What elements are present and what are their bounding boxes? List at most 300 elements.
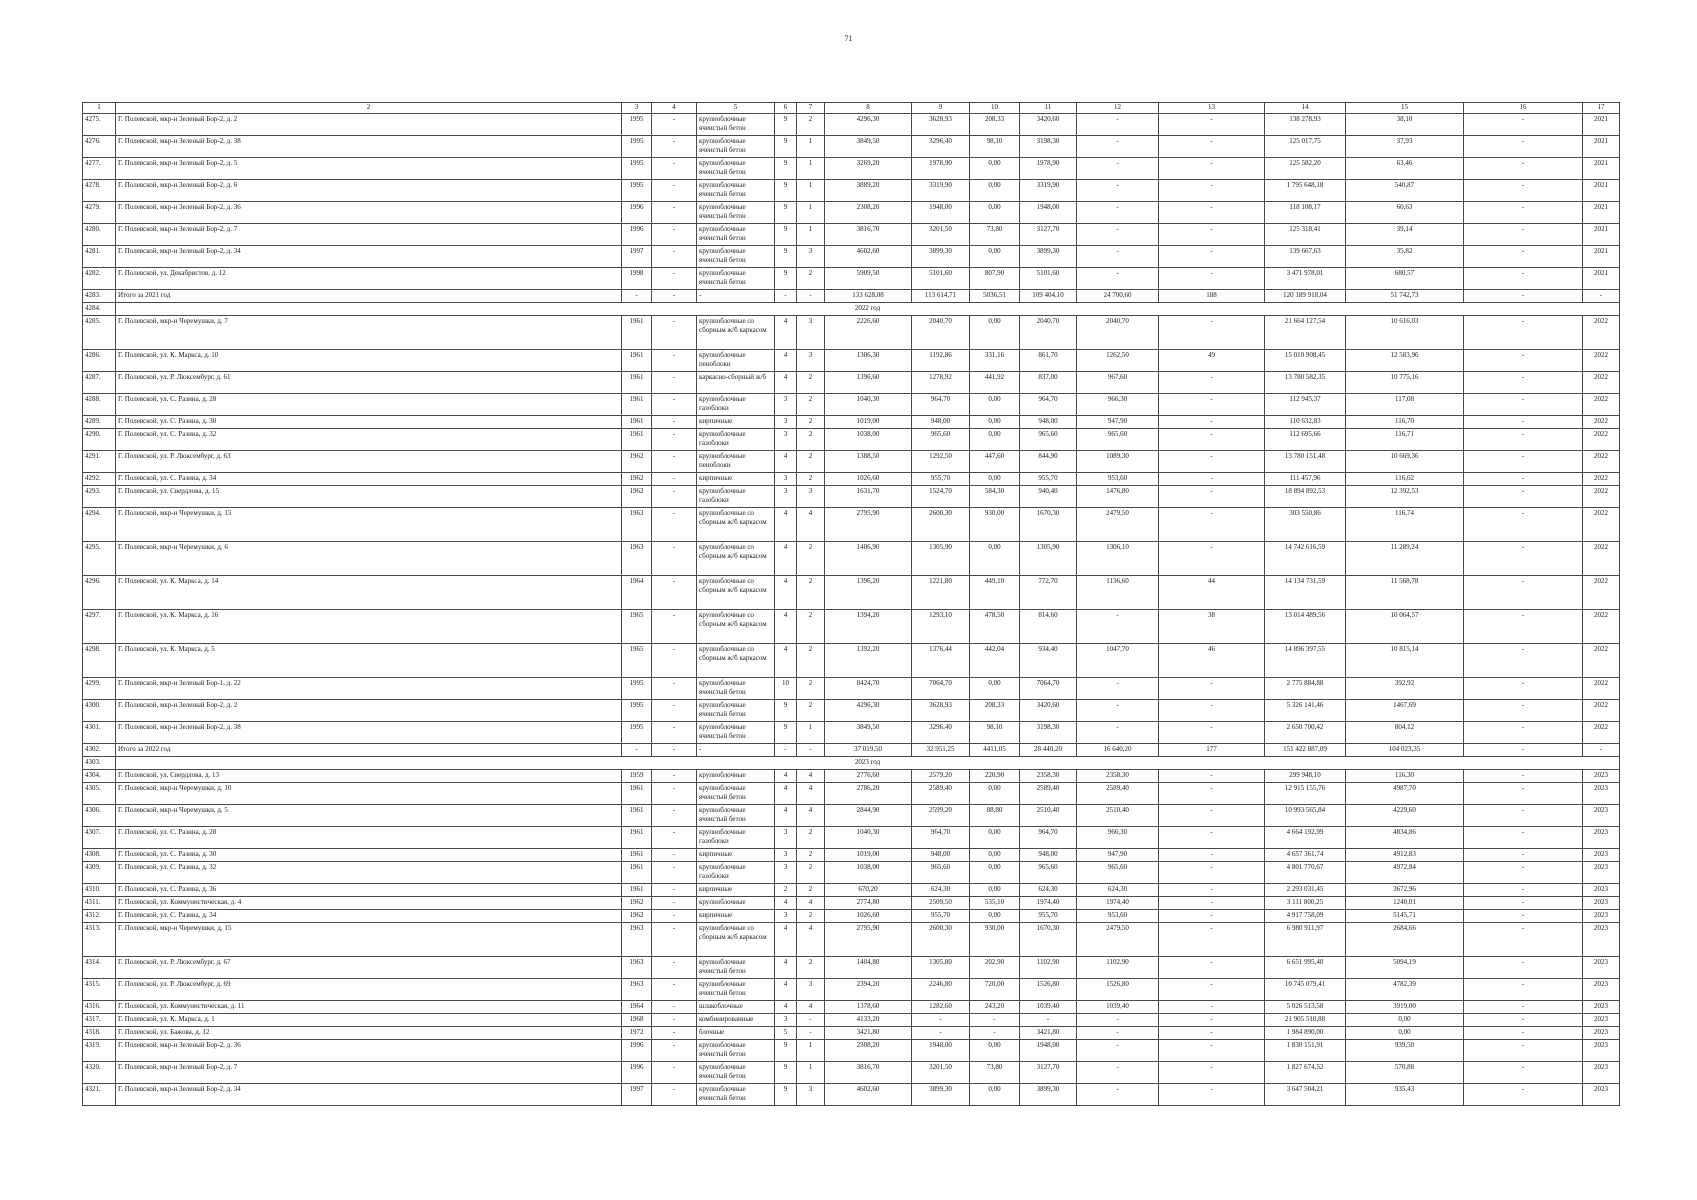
cell-year-reconstruction: - — [652, 486, 697, 508]
cell-total-cost: 139 667,63 — [1265, 246, 1346, 268]
cell-total-area: 3849,50 — [825, 136, 912, 158]
cell-entrances: 2 — [797, 416, 825, 429]
cell-address: Г. Полевской, ул. С. Разина, д. 34 — [116, 473, 622, 486]
cell-address: Г. Полевской, ул. Коммунистическая, д. 11 — [116, 1001, 622, 1014]
cell-residential-area: 948,00 — [912, 416, 970, 429]
cell-row-number: 4312. — [83, 910, 116, 923]
cell-non-residential-area: 0,00 — [970, 316, 1020, 350]
year-section-row — [83, 303, 1620, 316]
table-row — [83, 486, 1620, 508]
table-row — [83, 246, 1620, 268]
cell-residential-area: 1948,00 — [912, 1040, 970, 1062]
table-row — [83, 722, 1620, 744]
cell-floors: 4 — [775, 644, 797, 678]
table-row — [83, 897, 1620, 910]
cell-year-reconstruction: - — [652, 576, 697, 610]
cell-row-number: 4292. — [83, 473, 116, 486]
cell-cost-per-sqm: 10 775,16 — [1346, 372, 1464, 394]
cell-residents: - — [1159, 957, 1265, 979]
cell-other: - — [1464, 979, 1583, 1001]
cell-residential-area: 964,70 — [912, 827, 970, 849]
cell-total-cost: 14 896 397,55 — [1265, 644, 1346, 678]
table-row — [83, 827, 1620, 849]
cell-wall-material: комбинированные — [697, 1014, 775, 1027]
cell-cost-per-sqm: 939,50 — [1346, 1040, 1464, 1062]
cell-year-built: 1995 — [622, 136, 652, 158]
cell-row-number: 4279. — [83, 202, 116, 224]
cell-private-area: 109 404,10 — [1020, 290, 1077, 303]
cell-total-area: 1026,60 — [825, 473, 912, 486]
cell-total-area: 1040,30 — [825, 827, 912, 849]
cell-year-reconstruction: - — [652, 473, 697, 486]
cell-non-residential-area: 0,00 — [970, 678, 1020, 700]
cell-year-built: 1962 — [622, 486, 652, 508]
cell-plan-year: 2021 — [1583, 202, 1620, 224]
cell-address: Г. Полевской, ул. Р. Люксембург, д. 67 — [116, 957, 622, 979]
year-total-row — [83, 290, 1620, 303]
cell-wall-material: крупноблочные ячеистый бетон — [697, 180, 775, 202]
cell-address: Г. Полевской, ул. С. Разина, д. 32 — [116, 862, 622, 884]
cell-total-area: 4296,30 — [825, 700, 912, 722]
cell-year-built: 1963 — [622, 979, 652, 1001]
cell-non-residential-area: 0,00 — [970, 827, 1020, 849]
cell-other: - — [1464, 678, 1583, 700]
header-col-4: 4 — [652, 103, 697, 114]
cell-other: - — [1464, 542, 1583, 576]
cell-municipal-area: 1476,80 — [1077, 486, 1159, 508]
cell-private-area: 2589,40 — [1020, 783, 1077, 805]
table-row — [83, 783, 1620, 805]
cell-wall-material: крупноблочные — [697, 897, 775, 910]
cell-other: - — [1464, 290, 1583, 303]
cell-total-cost: 3 111 800,25 — [1265, 897, 1346, 910]
cell-municipal-area: 967,60 — [1077, 372, 1159, 394]
cell-residential-area: 2589,40 — [912, 783, 970, 805]
cell-row-number: 4288. — [83, 394, 116, 416]
cell-total-cost: 14 742 616,59 — [1265, 542, 1346, 576]
cell-municipal-area: 624,30 — [1077, 884, 1159, 897]
cell-cost-per-sqm: 4229,60 — [1346, 805, 1464, 827]
cell-other: - — [1464, 827, 1583, 849]
cell-non-residential-area: 0,00 — [970, 1084, 1020, 1106]
cell-entrances: 2 — [797, 576, 825, 610]
cell-private-area: 7064,70 — [1020, 678, 1077, 700]
cell-private-area: 1670,30 — [1020, 923, 1077, 957]
cell-year-built: 1972 — [622, 1027, 652, 1040]
cell-total-area: 1038,00 — [825, 429, 912, 451]
cell-total-area: 2795,90 — [825, 508, 912, 542]
cell-wall-material: крупноблочные ячеистый бетон — [697, 1040, 775, 1062]
cell-entrances: 4 — [797, 508, 825, 542]
cell-plan-year: 2023 — [1583, 862, 1620, 884]
cell-address: Г. Полевской, ул. К. Маркса, д. 5 — [116, 644, 622, 678]
table-row — [83, 429, 1620, 451]
cell-total-area: 1026,60 — [825, 910, 912, 923]
cell-residential-area: 3899,30 — [912, 1084, 970, 1106]
cell-other: - — [1464, 486, 1583, 508]
cell-plan-year: 2022 — [1583, 316, 1620, 350]
cell-total-area: 133 628,08 — [825, 290, 912, 303]
cell-total-cost: 3 471 978,01 — [1265, 268, 1346, 290]
cell-residents: - — [1159, 224, 1265, 246]
cell-total-cost: 5 326 141,46 — [1265, 700, 1346, 722]
cell-residential-area: 2246,80 — [912, 979, 970, 1001]
cell-year-built: 1962 — [622, 473, 652, 486]
cell-other: - — [1464, 576, 1583, 610]
cell-address: Г. Полевской, ул. С. Разина, д. 28 — [116, 827, 622, 849]
cell-cost-per-sqm: 804,12 — [1346, 722, 1464, 744]
cell-residential-area: 624,30 — [912, 884, 970, 897]
cell-address: Г. Полевской, мкр-н Черемушки, д. 10 — [116, 783, 622, 805]
cell-year-built: 1961 — [622, 350, 652, 372]
cell-entrances: 2 — [797, 451, 825, 473]
cell-address: Г. Полевской, мкр-н Зеленый Бор-2, д. 34 — [116, 246, 622, 268]
table-row — [83, 180, 1620, 202]
cell-residential-area: 1305,90 — [912, 542, 970, 576]
cell-residential-area: 3628,93 — [912, 700, 970, 722]
cell-wall-material: крупноблочные — [697, 770, 775, 783]
cell-plan-year: 2023 — [1583, 1001, 1620, 1014]
cell-municipal-area: 1526,80 — [1077, 979, 1159, 1001]
cell-plan-year: 2022 — [1583, 610, 1620, 644]
cell-floors: 9 — [775, 1062, 797, 1084]
cell-private-area: 861,70 — [1020, 350, 1077, 372]
cell-cost-per-sqm: 3919,00 — [1346, 1001, 1464, 1014]
cell-other: - — [1464, 394, 1583, 416]
header-col-7: 7 — [797, 103, 825, 114]
cell-row-number: 4314. — [83, 957, 116, 979]
cell-entrances: 4 — [797, 770, 825, 783]
cell-year-built: 1963 — [622, 957, 652, 979]
cell-year-built: 1961 — [622, 316, 652, 350]
cell-row-number: 4293. — [83, 486, 116, 508]
cell-total-cost: 13 780 151,48 — [1265, 451, 1346, 473]
cell-address: Г. Полевской, ул. С. Разина, д. 34 — [116, 910, 622, 923]
cell-municipal-area: - — [1077, 224, 1159, 246]
cell-floors: 4 — [775, 316, 797, 350]
cell-private-area: 1526,80 — [1020, 979, 1077, 1001]
cell-other: - — [1464, 246, 1583, 268]
cell-non-residential-area: 98,10 — [970, 722, 1020, 744]
cell-address: Г. Полевской, ул. К. Маркса, д. 14 — [116, 576, 622, 610]
cell-total-area: 2776,60 — [825, 770, 912, 783]
cell-year-reconstruction: - — [652, 372, 697, 394]
cell-residential-area: 1278,92 — [912, 372, 970, 394]
cell-address: Г. Полевской, мкр-н Зеленый Бор-2, д. 7 — [116, 1062, 622, 1084]
cell-floors: 9 — [775, 1084, 797, 1106]
cell-row-number: 4285. — [83, 316, 116, 350]
cell-residential-area: 5101,60 — [912, 268, 970, 290]
cell-row-number: 4275. — [83, 114, 116, 136]
cell-residential-area: 948,00 — [912, 849, 970, 862]
cell-non-residential-area: 0,00 — [970, 429, 1020, 451]
cell-residents: - — [1159, 910, 1265, 923]
cell-non-residential-area: 807,90 — [970, 268, 1020, 290]
cell-plan-year: 2023 — [1583, 1084, 1620, 1106]
cell-residential-area: - — [912, 1014, 970, 1027]
cell-residents: - — [1159, 722, 1265, 744]
cell-address: Г. Полевской, мкр-н Черемушки, д. 7 — [116, 316, 622, 350]
cell-address: Г. Полевской, мкр-н Зеленый Бор-2, д. 34 — [116, 1084, 622, 1106]
cell-address: Г. Полевской, ул. Коммунистическая, д. 4 — [116, 897, 622, 910]
cell-private-area: 814,60 — [1020, 610, 1077, 644]
cell-residential-area: 32 951,25 — [912, 744, 970, 757]
cell-total-cost: 151 422 887,09 — [1265, 744, 1346, 757]
cell-row-number: 4308. — [83, 849, 116, 862]
cell-residential-area: 955,70 — [912, 910, 970, 923]
cell-row-number: 4310. — [83, 884, 116, 897]
cell-entrances: 4 — [797, 1001, 825, 1014]
cell-other: - — [1464, 770, 1583, 783]
cell-other: - — [1464, 957, 1583, 979]
cell-plan-year: 2023 — [1583, 957, 1620, 979]
cell-private-area: 1974,40 — [1020, 897, 1077, 910]
cell-non-residential-area: 73,80 — [970, 1062, 1020, 1084]
cell-total-area: 3889,20 — [825, 180, 912, 202]
cell-year-reconstruction: - — [652, 1014, 697, 1027]
cell-entrances: 1 — [797, 1040, 825, 1062]
cell-other: - — [1464, 923, 1583, 957]
cell-residents: - — [1159, 316, 1265, 350]
cell-non-residential-area: 0,00 — [970, 394, 1020, 416]
cell-entrances: 3 — [797, 316, 825, 350]
cell-private-area: 3420,60 — [1020, 700, 1077, 722]
cell-floors: 9 — [775, 246, 797, 268]
cell-private-area: 948,00 — [1020, 849, 1077, 862]
cell-floors: 9 — [775, 722, 797, 744]
header-col-10: 10 — [970, 103, 1020, 114]
cell-year-reconstruction: - — [652, 202, 697, 224]
cell-total-cost: 2 650 700,42 — [1265, 722, 1346, 744]
cell-year-reconstruction: - — [652, 394, 697, 416]
cell-plan-year: 2021 — [1583, 158, 1620, 180]
table-row — [83, 1084, 1620, 1106]
cell-cost-per-sqm: 392,92 — [1346, 678, 1464, 700]
cell-municipal-area: - — [1077, 610, 1159, 644]
cell-year-reconstruction: - — [652, 114, 697, 136]
cell-total-area: 3849,50 — [825, 722, 912, 744]
cell-floors: 9 — [775, 180, 797, 202]
cell-non-residential-area: 208,33 — [970, 114, 1020, 136]
cell-wall-material: крупноблочные ячеистый бетон — [697, 246, 775, 268]
header-col-8: 8 — [825, 103, 912, 114]
cell-address: Г. Полевской, ул. С. Разина, д. 30 — [116, 416, 622, 429]
cell-year-reconstruction: - — [652, 1084, 697, 1106]
cell-total-area: 2786,20 — [825, 783, 912, 805]
cell-address: Г. Полевской, ул. Р. Люксембург, д. 61 — [116, 372, 622, 394]
cell-residents: - — [1159, 1014, 1265, 1027]
cell-municipal-area: 1039,40 — [1077, 1001, 1159, 1014]
cell-address: Г. Полевской, ул. С. Разина, д. 30 — [116, 849, 622, 862]
cell-total-area: 1404,80 — [825, 957, 912, 979]
cell-residents: - — [1159, 114, 1265, 136]
cell-entrances: 2 — [797, 372, 825, 394]
table-row — [83, 372, 1620, 394]
cell-address: Г. Полевской, ул. К. Маркса, д. 1 — [116, 1014, 622, 1027]
cell-cost-per-sqm: 116,70 — [1346, 416, 1464, 429]
cell-cost-per-sqm: 10 616,03 — [1346, 316, 1464, 350]
cell-wall-material: каркасно-сборный ж/б — [697, 372, 775, 394]
cell-residents: - — [1159, 700, 1265, 722]
cell-private-area: 1978,90 — [1020, 158, 1077, 180]
cell-residents: - — [1159, 372, 1265, 394]
cell-other: - — [1464, 700, 1583, 722]
cell-cost-per-sqm: 35,82 — [1346, 246, 1464, 268]
cell-row-number: 4301. — [83, 722, 116, 744]
cell-residential-area: 1376,44 — [912, 644, 970, 678]
cell-plan-year: 2023 — [1583, 1027, 1620, 1040]
cell-residents: - — [1159, 884, 1265, 897]
cell-cost-per-sqm: 4834,86 — [1346, 827, 1464, 849]
cell-private-area: 3198,30 — [1020, 136, 1077, 158]
cell-plan-year: 2023 — [1583, 805, 1620, 827]
cell-wall-material: крупноблочные ячеистый бетон — [697, 678, 775, 700]
cell-year-reconstruction: - — [652, 910, 697, 923]
table-row — [83, 542, 1620, 576]
cell-address: Г. Полевской, мкр-н Зеленый Бор-2, д. 36 — [116, 1040, 622, 1062]
cell-address: Г. Полевской, ул. К. Маркса, д. 10 — [116, 350, 622, 372]
cell-residents: - — [1159, 827, 1265, 849]
cell-total-cost: 6 651 995,40 — [1265, 957, 1346, 979]
cell-plan-year: 2021 — [1583, 180, 1620, 202]
cell-private-area: 624,30 — [1020, 884, 1077, 897]
cell-floors: 3 — [775, 849, 797, 862]
cell-total-area: 5909,50 — [825, 268, 912, 290]
cell-floors: 2 — [775, 884, 797, 897]
cell-residents: 44 — [1159, 576, 1265, 610]
cell-non-residential-area: 0,00 — [970, 158, 1020, 180]
header-col-1: 1 — [83, 103, 116, 114]
cell-total-cost: 3 647 504,21 — [1265, 1084, 1346, 1106]
cell-address: Г. Полевской, мкр-н Зеленый Бор-2, д. 38 — [116, 136, 622, 158]
cell-total-area: 3421,80 — [825, 1027, 912, 1040]
cell-wall-material: крупноблочные со сборным ж/б каркасом — [697, 316, 775, 350]
cell-municipal-area: - — [1077, 158, 1159, 180]
header-col-5: 5 — [697, 103, 775, 114]
cell-year-reconstruction: - — [652, 644, 697, 678]
cell-year-reconstruction: - — [652, 862, 697, 884]
cell-total-area: 1388,50 — [825, 451, 912, 473]
cell-residents: - — [1159, 394, 1265, 416]
cell-plan-year: 2022 — [1583, 372, 1620, 394]
cell-residential-area: 1978,90 — [912, 158, 970, 180]
cell-other: - — [1464, 1001, 1583, 1014]
cell-private-area: 3899,30 — [1020, 1084, 1077, 1106]
cell-floors: 4 — [775, 451, 797, 473]
cell-residential-area: 965,60 — [912, 429, 970, 451]
cell-cost-per-sqm: 0,00 — [1346, 1014, 1464, 1027]
cell-year-reconstruction: - — [652, 180, 697, 202]
cell-floors: 9 — [775, 136, 797, 158]
cell-year-reconstruction: - — [652, 957, 697, 979]
cell-wall-material: крупноблочные ячеистый бетон — [697, 202, 775, 224]
cell-wall-material: - — [697, 744, 775, 757]
cell-year-built: 1995 — [622, 678, 652, 700]
cell-total-cost: 2 775 884,88 — [1265, 678, 1346, 700]
cell-residential-area: 2509,50 — [912, 897, 970, 910]
cell-residential-area: 955,70 — [912, 473, 970, 486]
cell-row-number: 4289. — [83, 416, 116, 429]
table-row — [83, 508, 1620, 542]
cell-year-reconstruction: - — [652, 897, 697, 910]
cell-residents: - — [1159, 136, 1265, 158]
cell-year-built: 1997 — [622, 1084, 652, 1106]
cell-non-residential-area: 442,04 — [970, 644, 1020, 678]
cell-other: - — [1464, 884, 1583, 897]
cell-other: - — [1464, 473, 1583, 486]
cell-wall-material: крупноблочные ячеистый бетон — [697, 957, 775, 979]
cell-total-cost: 125 318,41 — [1265, 224, 1346, 246]
cell-year-built: 1965 — [622, 644, 652, 678]
cell-wall-material: кирпичные — [697, 849, 775, 862]
cell-year-built: 1996 — [622, 1040, 652, 1062]
cell-year-built: 1961 — [622, 862, 652, 884]
cell-address: Г. Полевской, ул. Р. Люксембург, д. 63 — [116, 451, 622, 473]
cell-entrances: 2 — [797, 700, 825, 722]
cell-year-built: 1968 — [622, 1014, 652, 1027]
cell-year-reconstruction: - — [652, 678, 697, 700]
cell-total-area: 3269,20 — [825, 158, 912, 180]
cell-residential-area: - — [912, 1027, 970, 1040]
cell-entrances: 3 — [797, 1084, 825, 1106]
cell-year-reconstruction: - — [652, 979, 697, 1001]
cell-non-residential-area: 0,00 — [970, 862, 1020, 884]
cell-entrances: - — [797, 1014, 825, 1027]
cell-wall-material: крупноблочные со сборным ж/б каркасом — [697, 542, 775, 576]
cell-cost-per-sqm: 0,00 — [1346, 1027, 1464, 1040]
table-row — [83, 576, 1620, 610]
cell-year-reconstruction: - — [652, 805, 697, 827]
cell-residents: - — [1159, 202, 1265, 224]
cell-year-reconstruction: - — [652, 224, 697, 246]
cell-other: - — [1464, 451, 1583, 473]
cell-other: - — [1464, 224, 1583, 246]
cell-residents: 49 — [1159, 350, 1265, 372]
cell-non-residential-area: 73,80 — [970, 224, 1020, 246]
cell-cost-per-sqm: 12 392,53 — [1346, 486, 1464, 508]
cell-floors: 3 — [775, 910, 797, 923]
table-row — [83, 350, 1620, 372]
cell-non-residential-area: 930,00 — [970, 508, 1020, 542]
cell-row-number: 4283. — [83, 290, 116, 303]
cell-row-number: 4311. — [83, 897, 116, 910]
cell-cost-per-sqm: 570,88 — [1346, 1062, 1464, 1084]
cell-non-residential-area: 584,30 — [970, 486, 1020, 508]
row-number: 4303. — [83, 757, 116, 770]
column-number-header — [83, 103, 1620, 114]
cell-address: Г. Полевской, мкр-н Черемушки, д. 15 — [116, 508, 622, 542]
cell-year-built: 1995 — [622, 114, 652, 136]
cell-residents: - — [1159, 783, 1265, 805]
cell-total-area: 3816,70 — [825, 224, 912, 246]
cell-address: Г. Полевской, ул. К. Маркса, д. 16 — [116, 610, 622, 644]
cell-entrances: 4 — [797, 805, 825, 827]
cell-residents: - — [1159, 770, 1265, 783]
cell-year-built: 1995 — [622, 722, 652, 744]
cell-total-cost: 1 795 648,18 — [1265, 180, 1346, 202]
cell-address: Г. Полевской, мкр-н Зеленый Бор-2, д. 5 — [116, 158, 622, 180]
cell-floors: 9 — [775, 700, 797, 722]
cell-other: - — [1464, 372, 1583, 394]
cell-non-residential-area: 4411,05 — [970, 744, 1020, 757]
cell-year-built: 1962 — [622, 451, 652, 473]
cell-address: Г. Полевской, ул. Декабристов, д. 12 — [116, 268, 622, 290]
cell-residential-area: 1948,00 — [912, 202, 970, 224]
cell-total-cost: 125 017,75 — [1265, 136, 1346, 158]
cell-row-number: 4290. — [83, 429, 116, 451]
cell-other: - — [1464, 508, 1583, 542]
cell-residential-area: 3296,40 — [912, 136, 970, 158]
